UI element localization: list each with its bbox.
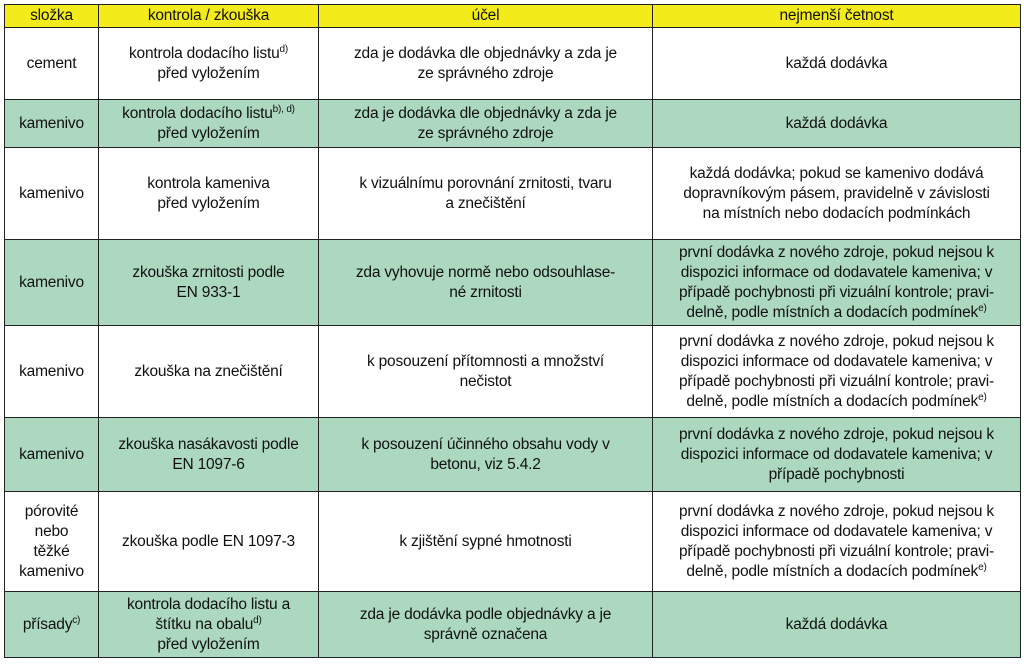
cell-frequency: první dodávka z nového zdroje, pokud nejsou k dispozici informace od dodavatele kameniva; v případě pochybnosti při vizuální kontrole; pravi- delně, podle místních a dodacích podmínek$^{e)}$ [653, 240, 1021, 326]
cell-frequency: každá dodávka [653, 28, 1021, 100]
cell-component: přísady$^{c)}$ [5, 592, 99, 658]
table-row [5, 326, 1021, 418]
cell-purpose: zda je dodávka podle objednávky a je správně označena [319, 592, 653, 658]
header-row [5, 5, 1021, 28]
cell-check: zkouška nasákavosti podle EN 1097-6 [99, 418, 319, 492]
cell-check: zkouška podle EN 1097-3 [99, 492, 319, 592]
cell-purpose: k zjištění sypné hmotnosti [319, 492, 653, 592]
header-frequency: nejmenší četnost [653, 5, 1021, 28]
footnote-ref: e) [978, 561, 987, 573]
cell-component: kamenivo [5, 148, 99, 240]
cell-component: cement [5, 28, 99, 100]
cell-frequency: každá dodávka [653, 100, 1021, 148]
cell-purpose: k posouzení přítomnosti a množství nečistot [319, 326, 653, 418]
header-component: složka [5, 5, 99, 28]
cell-frequency: každá dodávka [653, 592, 1021, 658]
table-row [5, 592, 1021, 658]
cell-frequency: každá dodávka; pokud se kamenivo dodává dopravníkovým pásem, pravidelně v závislosti na místních nebo dodacích podmínkách [653, 148, 1021, 240]
cell-component: kamenivo [5, 418, 99, 492]
cell-purpose: zda je dodávka dle objednávky a zda je ze správného zdroje [319, 28, 653, 100]
footnote-ref: e) [978, 391, 987, 403]
cell-check: kontrola dodacího listu$^{b), d)}$ před vyložením [99, 100, 319, 148]
footnote-ref: d) [279, 43, 288, 55]
header-check: kontrola / zkouška [99, 5, 319, 28]
footnote-ref: d) [253, 614, 262, 626]
cell-purpose: k vizuálnímu porovnání zrnitosti, tvaru a znečištění [319, 148, 653, 240]
cell-component: kamenivo [5, 100, 99, 148]
cell-frequency: první dodávka z nového zdroje, pokud nejsou k dispozici informace od dodavatele kameniva; v případě pochybnosti při vizuální kontrole; pravi- delně, podle místních a dodacích podmínek$^{e)}$ [653, 326, 1021, 418]
footnote-ref: c) [72, 614, 81, 626]
table-row [5, 28, 1021, 100]
cell-check: kontrola kameniva před vyložením [99, 148, 319, 240]
table-row [5, 418, 1021, 492]
cell-check: zkouška zrnitosti podle EN 933-1 [99, 240, 319, 326]
cell-purpose: zda je dodávka dle objednávky a zda je ze správného zdroje [319, 100, 653, 148]
cell-check: zkouška na znečištění [99, 326, 319, 418]
inspection-table [4, 4, 1021, 658]
cell-check: kontrola dodacího listu a štítku na obalu$^{d)}$ před vyložením [99, 592, 319, 658]
table-row [5, 148, 1021, 240]
cell-purpose: k posouzení účinného obsahu vody v betonu, viz 5.4.2 [319, 418, 653, 492]
cell-frequency: první dodávka z nového zdroje, pokud nejsou k dispozici informace od dodavatele kameniva; v případě pochybnosti [653, 418, 1021, 492]
cell-component: pórovité nebo těžké kamenivo [5, 492, 99, 592]
cell-component: kamenivo [5, 326, 99, 418]
cell-check: kontrola dodacího listu$^{d)}$ před vyložením [99, 28, 319, 100]
footnote-ref: e) [978, 302, 987, 314]
cell-component: kamenivo [5, 240, 99, 326]
table-row [5, 240, 1021, 326]
header-purpose: účel [319, 5, 653, 28]
cell-purpose: zda vyhovuje normě nebo odsouhlase- né zrnitosti [319, 240, 653, 326]
cell-frequency: první dodávka z nového zdroje, pokud nejsou k dispozici informace od dodavatele kameniva; v případě pochybnosti při vizuální kontrole; pravi- delně, podle místních a dodacích podmínek$^{e)}$ [653, 492, 1021, 592]
footnote-ref: b), d) [272, 103, 295, 115]
table-row [5, 492, 1021, 592]
table-row [5, 100, 1021, 148]
